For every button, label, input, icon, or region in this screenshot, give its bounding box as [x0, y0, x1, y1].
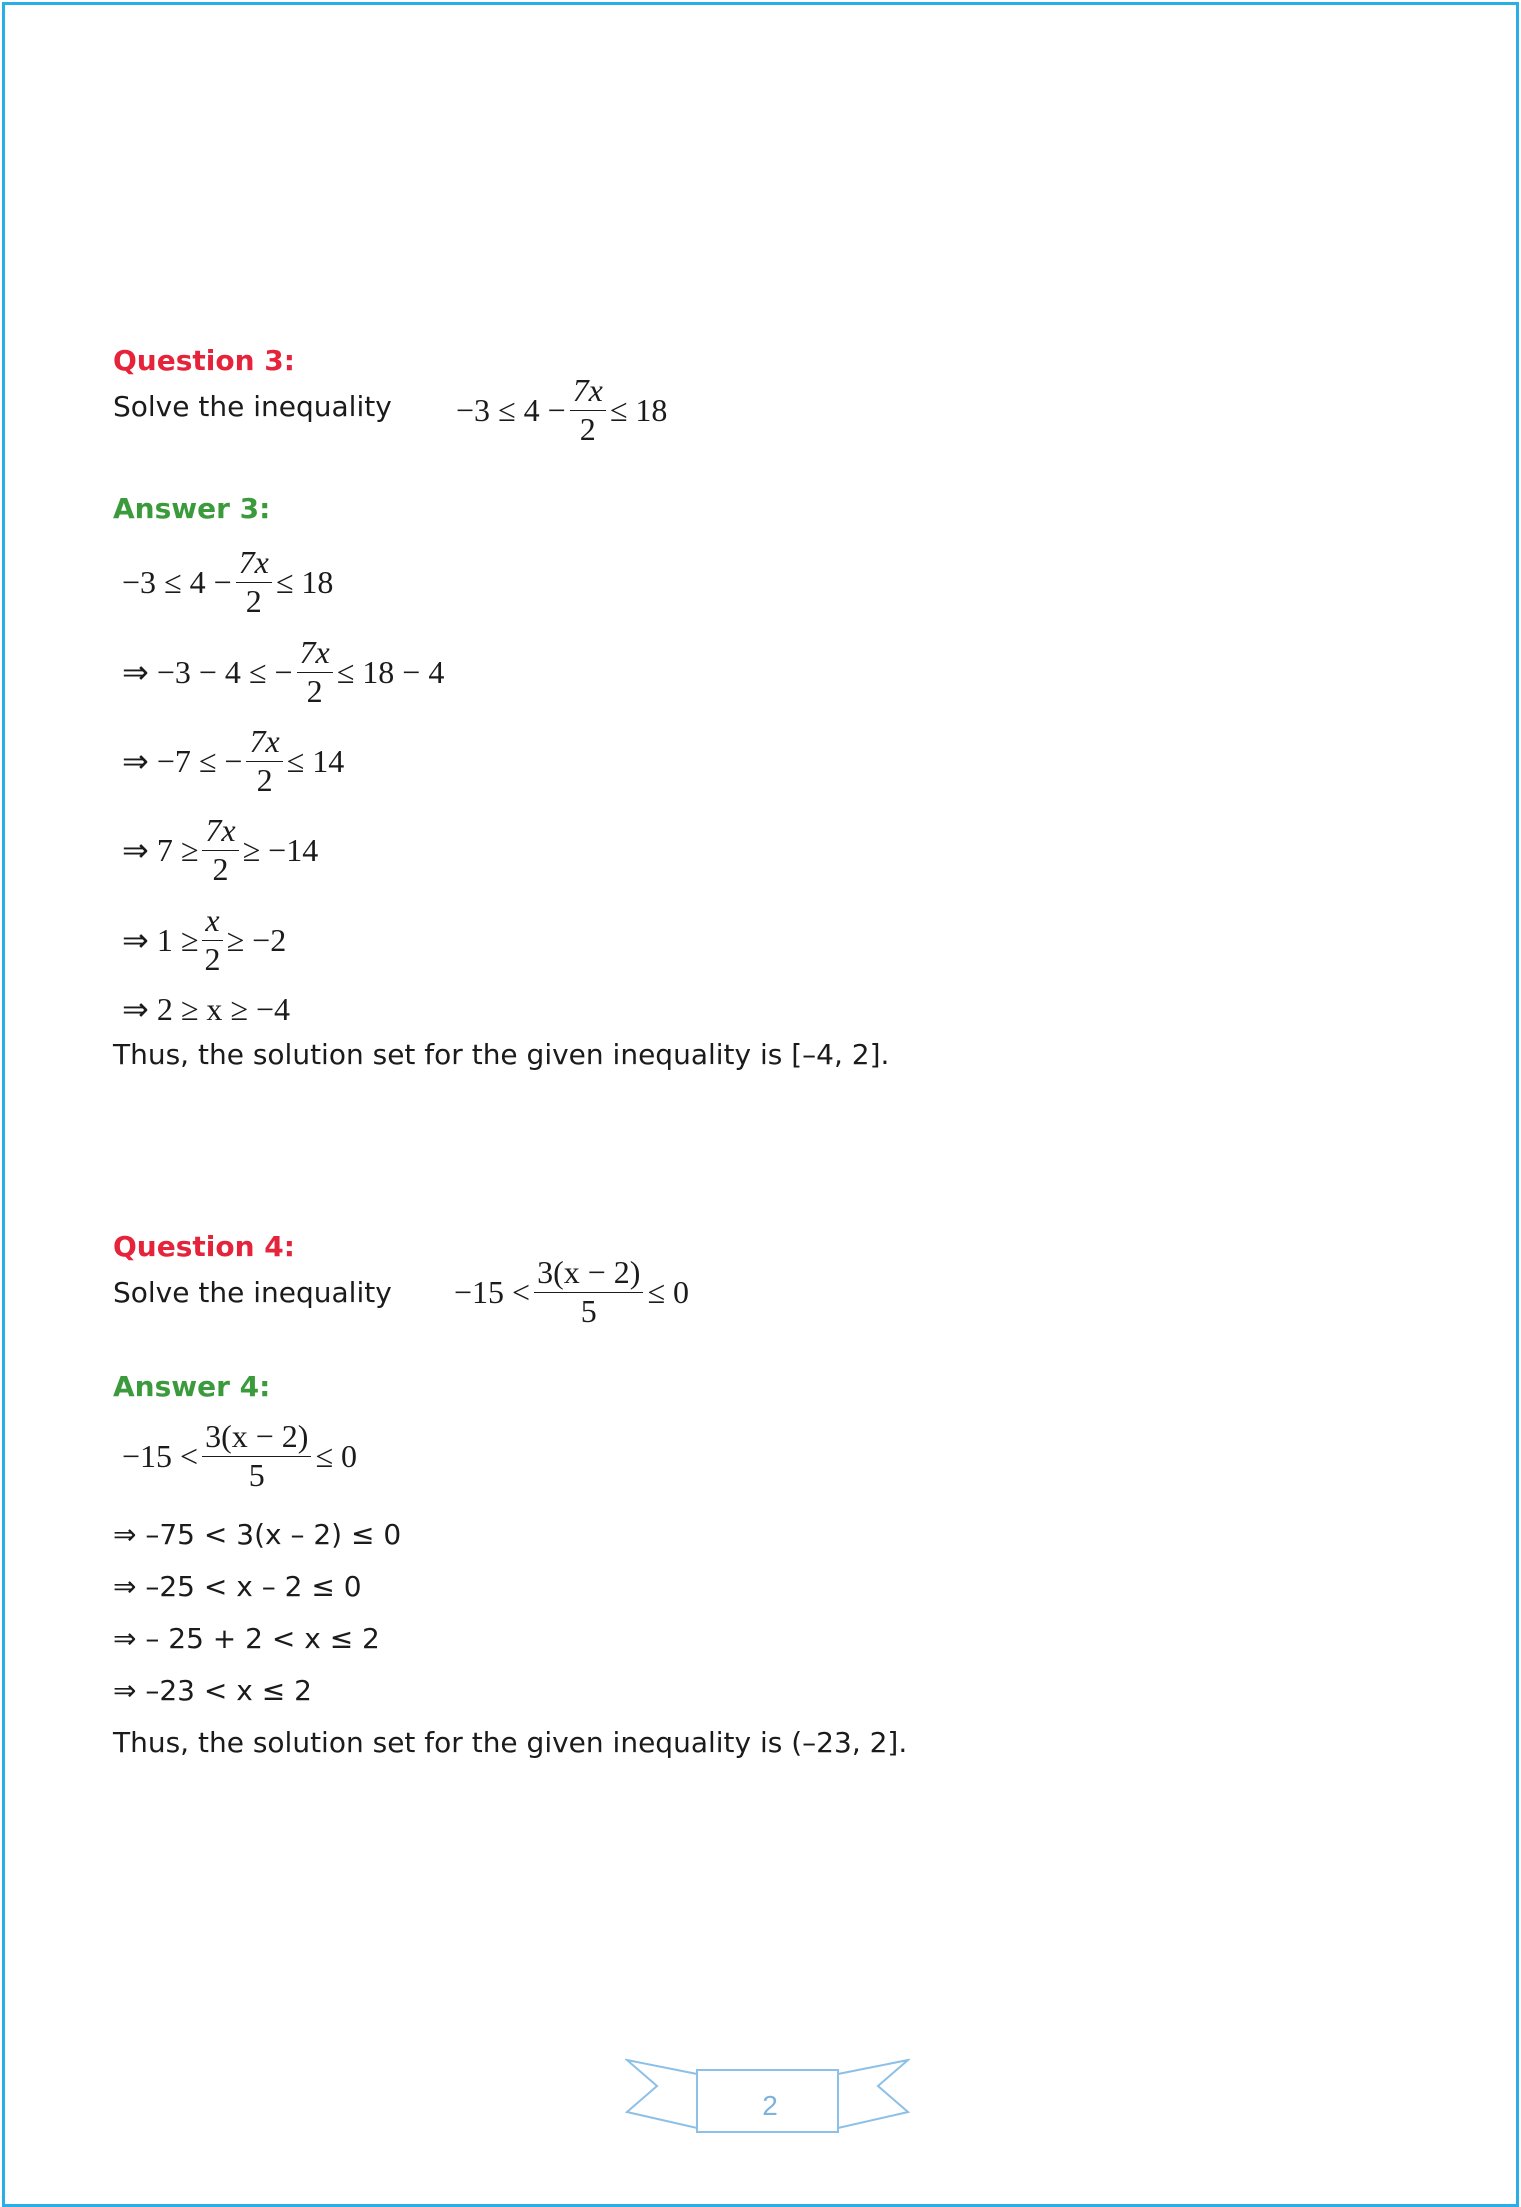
step-right: ≤ 14 — [286, 742, 345, 779]
page-number: 2 — [762, 2090, 778, 2121]
page-border — [2, 2, 1519, 2207]
fraction-numerator: 7x — [297, 636, 333, 673]
fraction-numerator: 7x — [570, 374, 606, 411]
fraction-denominator: 2 — [204, 940, 221, 977]
fraction-numerator: 7x — [236, 546, 272, 583]
question-4-prompt: Solve the inequality — [113, 1276, 392, 1309]
fraction — [534, 1256, 643, 1328]
answer-4-step-5: ⇒ –23 < x ≤ 2 — [113, 1674, 312, 1707]
answer-3-title: Answer 3: — [113, 492, 271, 525]
fraction — [202, 814, 238, 886]
fraction-denominator: 2 — [212, 850, 229, 887]
fraction — [570, 374, 606, 446]
step-left: −15 < — [122, 1437, 199, 1474]
answer-4-step-3: ⇒ –25 < x – 2 ≤ 0 — [113, 1570, 362, 1603]
step-right: ≥ −2 — [226, 921, 287, 958]
expr-left: −15 < — [454, 1273, 531, 1310]
answer-3-step-1 — [122, 546, 333, 618]
step-left: ⇒ 7 ≥ — [122, 832, 199, 869]
answer-4-conclusion: Thus, the solution set for the given inequality is (–23, 2]. — [113, 1726, 908, 1759]
expr-left: −3 ≤ 4 − — [456, 391, 566, 428]
answer-3-final-step: ⇒ 2 ≥ x ≥ −4 — [122, 991, 290, 1027]
answer-3-step-4 — [122, 814, 318, 886]
question-4-expression — [454, 1256, 689, 1328]
fraction-denominator: 5 — [580, 1292, 597, 1329]
answer-3-step-5 — [122, 904, 286, 976]
answer-4-step-2: ⇒ –75 < 3(x – 2) ≤ 0 — [113, 1518, 402, 1551]
question-4-title: Question 4: — [113, 1230, 295, 1263]
fraction-denominator: 2 — [256, 761, 273, 798]
fraction-numerator: 3(x − 2) — [202, 1420, 311, 1457]
answer-4-step-4: ⇒ – 25 + 2 < x ≤ 2 — [113, 1622, 380, 1655]
step-right: ≤ 0 — [315, 1437, 358, 1474]
step-right: ≤ 18 − 4 — [336, 653, 445, 690]
expr-right: ≤ 18 — [609, 391, 668, 428]
step-right: ≥ −14 — [242, 831, 319, 868]
answer-4-step-1 — [122, 1420, 357, 1492]
fraction-numerator: 7x — [246, 725, 282, 762]
fraction-numerator: 7x — [202, 814, 238, 851]
step-left: ⇒ −7 ≤ − — [122, 743, 243, 780]
fraction — [236, 546, 272, 618]
step-right: ≤ 18 — [275, 563, 334, 600]
answer-4-title: Answer 4: — [113, 1370, 271, 1403]
step-left: ⇒ −3 − 4 ≤ − — [122, 654, 293, 691]
fraction-numerator: x — [202, 904, 222, 941]
fraction — [246, 725, 282, 797]
fraction — [202, 904, 222, 976]
step-left: −3 ≤ 4 − — [122, 563, 232, 600]
fraction — [297, 636, 333, 708]
question-3-title: Question 3: — [113, 344, 295, 377]
question-3-prompt: Solve the inequality — [113, 390, 392, 423]
fraction-denominator: 2 — [579, 410, 596, 447]
answer-3-step-3 — [122, 725, 344, 797]
answer-3-step-2 — [122, 636, 444, 708]
fraction — [202, 1420, 311, 1492]
fraction-denominator: 2 — [245, 582, 262, 619]
step-left: ⇒ 1 ≥ — [122, 922, 199, 959]
fraction-numerator: 3(x − 2) — [534, 1256, 643, 1293]
answer-3-conclusion: Thus, the solution set for the given inequality is [–4, 2]. — [113, 1038, 890, 1071]
fraction-denominator: 2 — [306, 672, 323, 709]
question-3-expression — [456, 374, 667, 446]
fraction-denominator: 5 — [248, 1456, 265, 1493]
expr-right: ≤ 0 — [647, 1273, 690, 1310]
